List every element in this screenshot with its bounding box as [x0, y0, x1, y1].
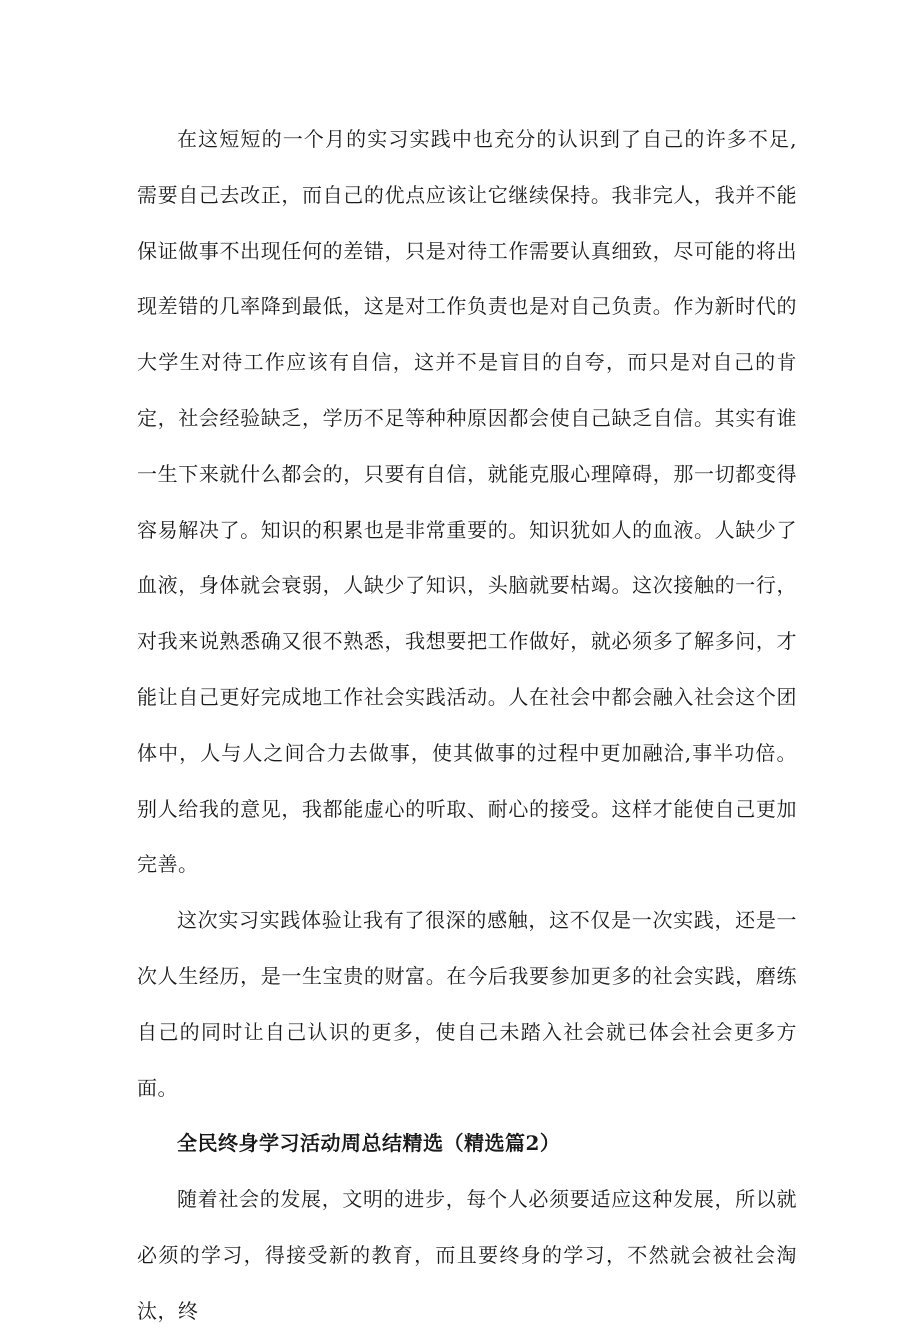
section-heading: 全民终身学习活动周总结精选（精选篇2） [177, 1131, 561, 1156]
document-body [137, 112, 797, 1340]
paragraph-lifelong-learning: 随着社会的发展，文明的进步，每个人必须要适应这种发展，所以就必须的学习，得接受新的教育，而且要终身的学习，不然就会被社会淘汰，终 [137, 1187, 797, 1323]
paragraph-internship-reflection: 在这短短的一个月的实习实践中也充分的认识到了自己的许多不足,需要自己去改正，而自己的优点应该让它继续保持。我非完人，我并不能保证做事不出现任何的差错，只是对待工作需要认真细致，尽可能的将出现差错的几率降到最低，这是对工作负责也是对自己负责。作为新时代的大学生对待工作应该有自信，这并不是盲目的自夸，而只是对自己的肯定，社会经验缺乏，学历不足等种种原因都会使自己缺乏自信。其实有谁一生下来就什么都会的，只要有自信，就能克服心理障碍，那一切都变得容易解决了。知识的积累也是非常重要的。知识犹如人的血液。人缺少了血液，身体就会衰弱，人缺少了知识，头脑就要枯竭。这次接触的一行，对我来说熟悉确又很不熟悉，我想要把工作做好，就必须多了解多问，才能让自己更好完成地工作社会实践活动。人在社会中都会融入社会这个团体中，人与人之间合力去做事，使其做事的过程中更加融洽,事半功倍。别人给我的意见，我都能虚心的听取、耐心的接受。这样才能使自己更加完善。 [137, 127, 797, 877]
paragraph-practice-summary: 这次实习实践体验让我有了很深的感触，这不仅是一次实践，还是一次人生经历，是一生宝贵的财富。在今后我要参加更多的社会实践，磨练自己的同时让自己认识的更多，使自己未踏入社会就已体会社会更多方面。 [137, 908, 797, 1100]
